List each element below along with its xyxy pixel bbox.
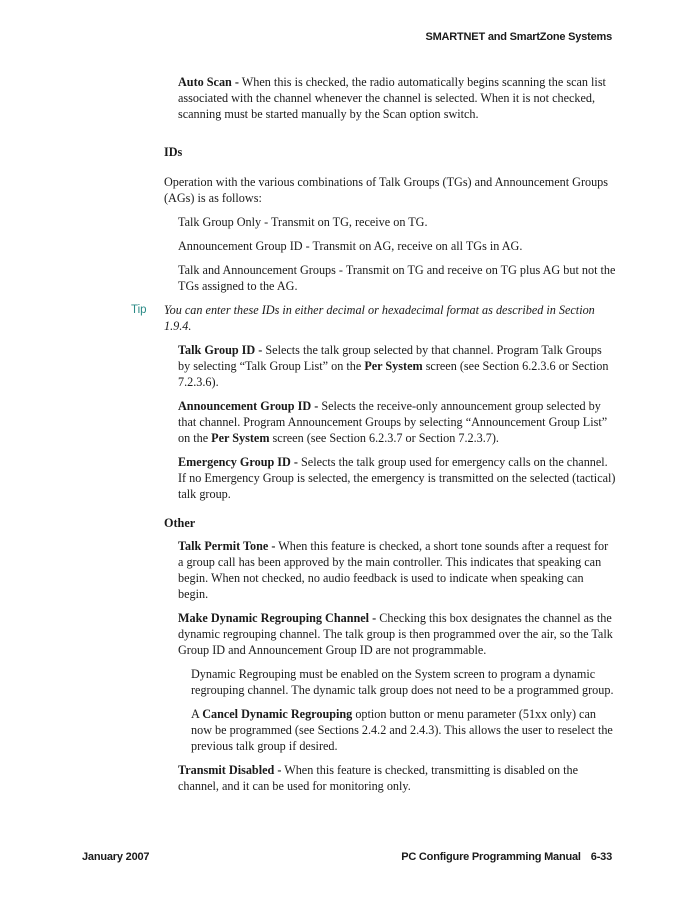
announcement-group-id-text-b: screen (see Section 6.2.3.7 or Section 7.2.3.7). <box>269 431 499 445</box>
talk-group-id-paragraph <box>178 342 616 390</box>
talk-permit-tone-text: When this feature is checked, a short tone sounds after a request for a group call has been approved by the main controller. This indicates that speaking can begin. When not checked, no audio feedback is used to indicate when speaking can begin. <box>178 539 609 601</box>
ids-item-talk-and-announcement: Talk and Announcement Groups - Transmit on TG and receive on TG plus AG but not the TGs assigned to the AG. <box>178 263 616 293</box>
dynamic-regrouping-note-2 <box>191 706 616 754</box>
dynamic-regrouping-text: Checking this box designates the channel as the dynamic regrouping channel. The talk group is then programmed over the air, so the Talk Group ID and Announcement Group ID are not programmable. <box>178 611 613 657</box>
auto-scan-term: Auto Scan - <box>178 75 239 89</box>
tip-block <box>0 302 695 334</box>
dynamic-regrouping-note-2-b: option button or menu parameter (51xx only) can now be programmed (see Sections 2.4.2 and 2.4.3). This allows the user to reselect the previous talk group if desired. <box>191 707 613 753</box>
transmit-disabled-text: When this feature is checked, transmitting is disabled on the channel, and it can be used for monitoring only. <box>178 763 578 793</box>
emergency-group-id-paragraph <box>178 454 616 502</box>
announcement-group-id-text-a: Selects the receive-only announcement group selected by that channel. Program Announcement Groups by selecting “Announcement Group List” on the <box>178 399 608 445</box>
ids-intro: Operation with the various combinations of Talk Groups (TGs) and Announcement Groups (AGs) is as follows: <box>164 175 609 205</box>
ids-item-talk-group-only: Talk Group Only - Transmit on TG, receive on TG. <box>178 215 428 229</box>
transmit-disabled-term: Transmit Disabled - <box>178 763 282 777</box>
emergency-group-id-term: Emergency Group ID - <box>178 455 298 469</box>
dynamic-regrouping-note-1: Dynamic Regrouping must be enabled on the System screen to program a dynamic regrouping channel. The dynamic talk group does not need to be a programmed group. <box>191 667 614 697</box>
footer-date: January 2007 <box>82 851 150 863</box>
emergency-group-id-text: Selects the talk group used for emergency calls on the channel. If no Emergency Group is selected, the emergency is transmitted on the selected (tactical) talk group. <box>178 455 616 501</box>
talk-permit-tone-term: Talk Permit Tone - <box>178 539 276 553</box>
page-number: 6-33 <box>590 851 612 863</box>
talk-group-id-term: Talk Group ID - <box>178 343 263 357</box>
footer-right <box>401 851 612 863</box>
auto-scan-paragraph <box>178 74 616 122</box>
footer-manual-title: PC Configure Programming Manual <box>401 851 581 863</box>
cancel-dynamic-regrouping-term: Cancel Dynamic Regrouping <box>202 707 353 721</box>
transmit-disabled-paragraph <box>178 762 616 794</box>
tip-text: You can enter these IDs in either decimal or hexadecimal format as described in Section 1.9.4. <box>164 303 595 333</box>
ids-item-announcement-group: Announcement Group ID - Transmit on AG, receive on all TGs in AG. <box>178 239 523 253</box>
tip-label: Tip <box>131 304 147 316</box>
dynamic-regrouping-note-2-a: A <box>191 707 203 721</box>
announcement-group-id-paragraph <box>178 398 616 446</box>
talk-group-id-text-a: Selects the talk group selected by that channel. Program Talk Groups by selecting “Talk Group List” on the <box>178 343 602 373</box>
talk-permit-tone-paragraph <box>178 538 616 602</box>
running-header: SMARTNET and SmartZone Systems <box>425 31 612 43</box>
ids-heading: IDs <box>164 145 183 159</box>
page-body <box>0 74 695 794</box>
announcement-group-id-per-system: Per System <box>211 431 270 445</box>
talk-group-id-text-b: screen (see Section 6.2.3.6 or Section 7.2.3.6). <box>178 359 609 389</box>
announcement-group-id-term: Announcement Group ID - <box>178 399 319 413</box>
talk-group-id-per-system: Per System <box>364 359 423 373</box>
other-heading: Other <box>164 516 196 530</box>
dynamic-regrouping-term: Make Dynamic Regrouping Channel - <box>178 611 377 625</box>
dynamic-regrouping-paragraph <box>178 610 616 658</box>
auto-scan-text: When this is checked, the radio automatically begins scanning the scan list associated with the channel whenever the channel is selected. When it is not checked, scanning must be started manually by the Scan option switch. <box>178 75 606 121</box>
